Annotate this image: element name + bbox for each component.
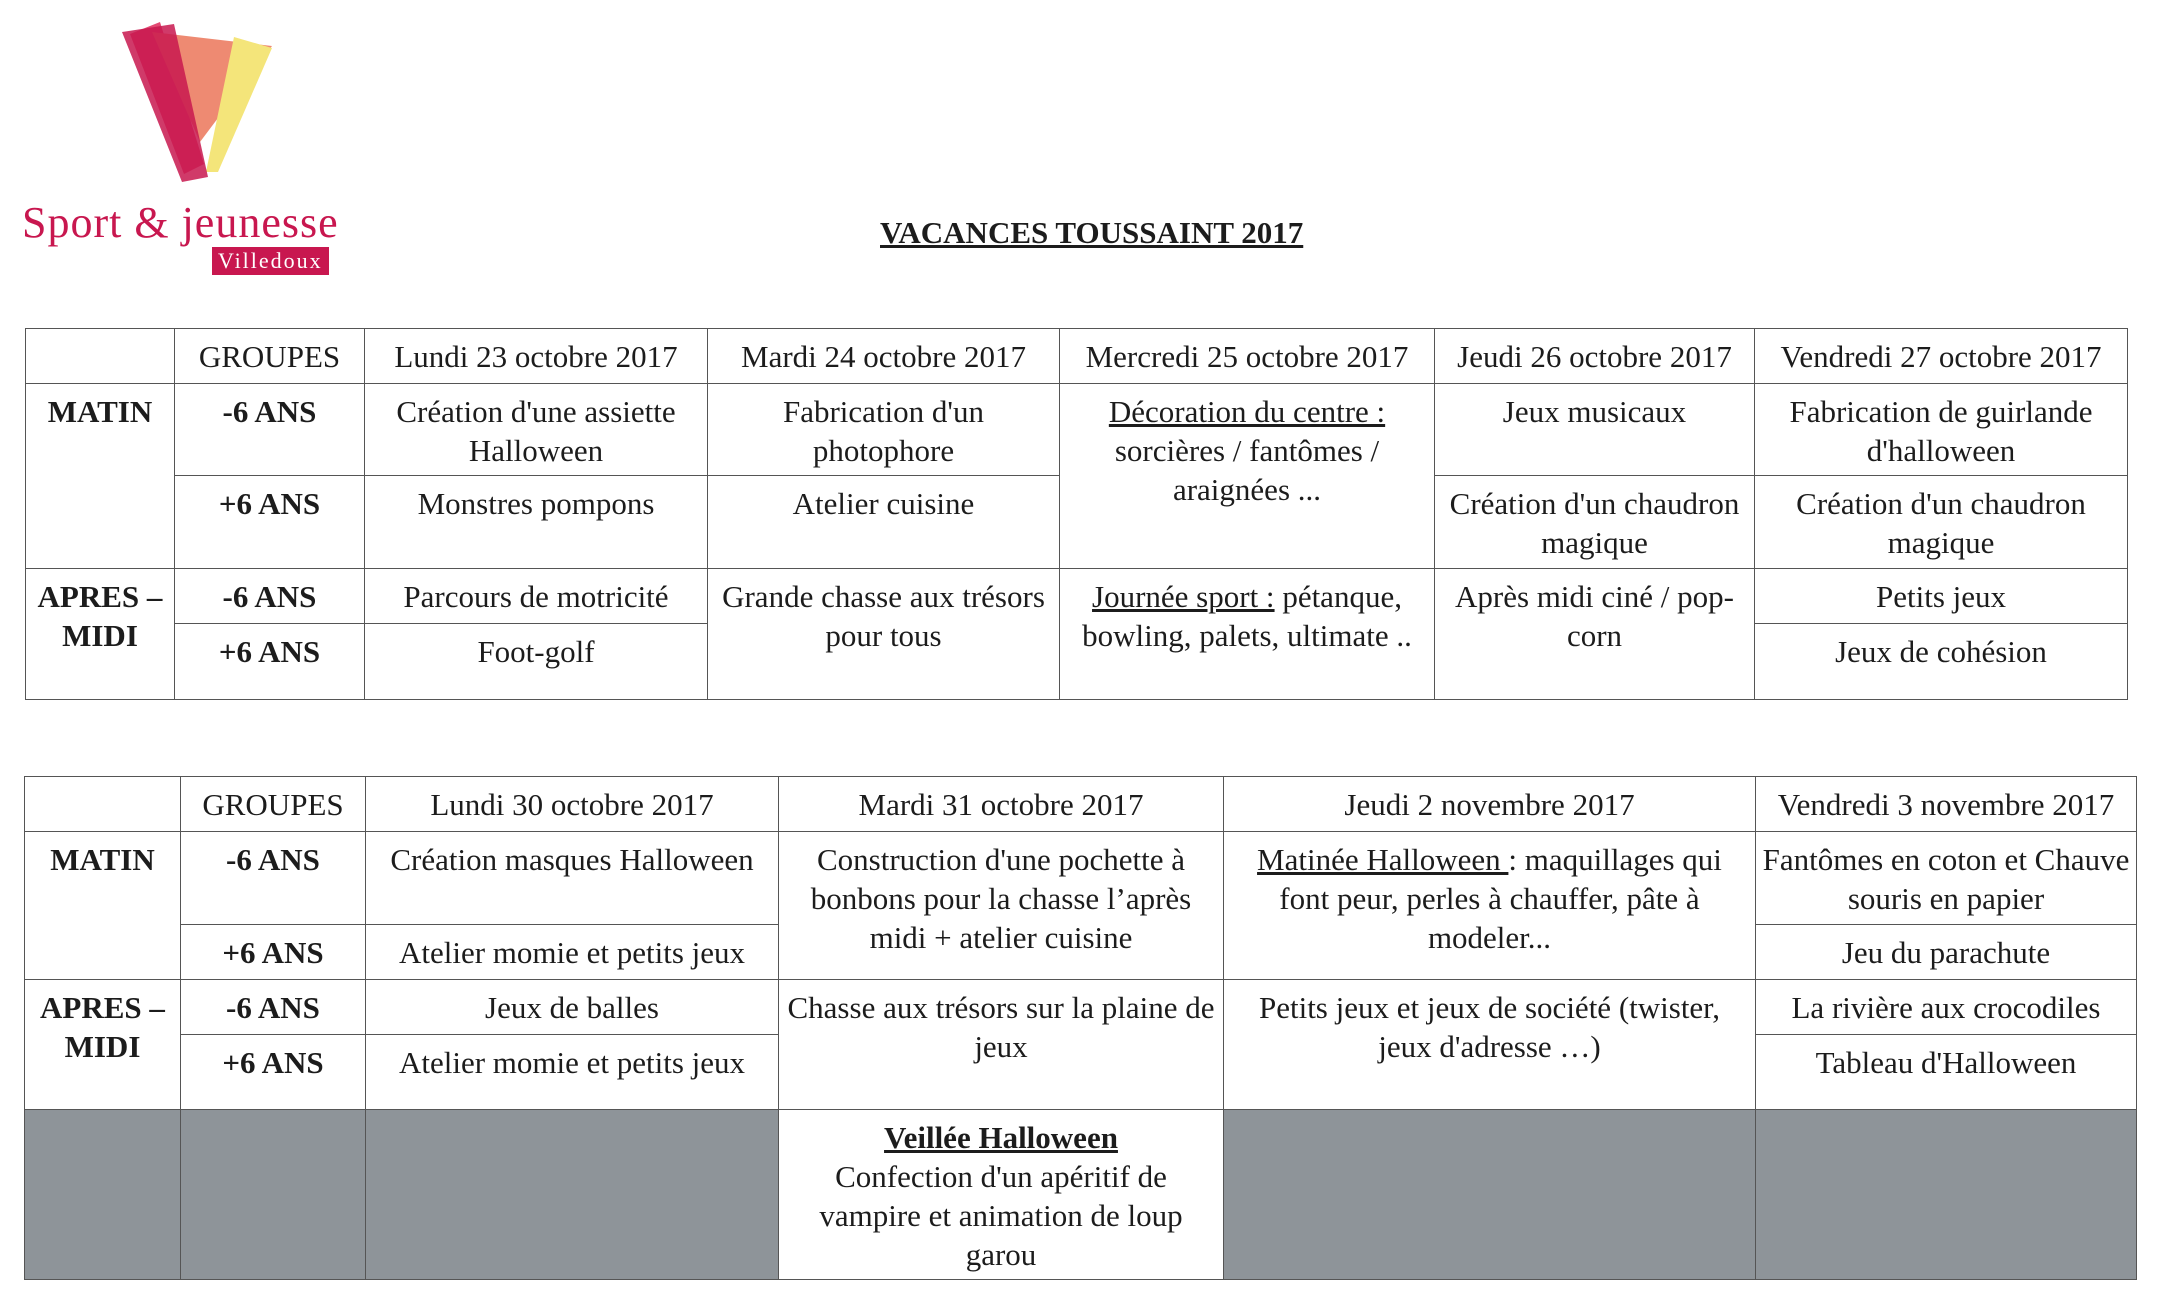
activity-cell-jeudi-matin [1224,832,1756,980]
group-moins-6: -6 ANS [175,569,365,624]
activity-cell: Atelier momie et petits jeux [366,1035,779,1110]
groupes-header: GROUPES [181,777,366,832]
period-apres-midi: APRES – MIDI [25,980,181,1110]
day-header-vendredi: Vendredi 27 octobre 2017 [1755,329,2128,384]
group-plus-6: +6 ANS [181,1035,366,1110]
activity-cell: Fabrication de guirlande d'halloween [1755,384,2128,476]
brand-logo [22,22,382,282]
activity-cell: Création d'un chaudron magique [1435,476,1755,569]
period-matin: MATIN [26,384,175,569]
day-header-vendredi: Vendredi 3 novembre 2017 [1756,777,2137,832]
activity-cell: Fabrication d'un photophore [708,384,1060,476]
activity-text: pétanque, bowling, palets, ultimate .. [1082,579,1412,653]
activity-cell: Atelier cuisine [708,476,1060,569]
activity-cell: Jeux musicaux [1435,384,1755,476]
veillee-text: Confection d'un apéritif de vampire et animation de loup garou [819,1159,1183,1272]
week2-matin-row-1 [25,832,2137,925]
day-header-mardi: Mardi 24 octobre 2017 [708,329,1060,384]
week1-header-row [26,329,2128,384]
week2-schedule-table [24,776,2137,1280]
group-plus-6: +6 ANS [181,925,366,980]
activity-cell: Foot-golf [365,624,708,700]
shaded-cell [25,1110,181,1280]
day-header-lundi: Lundi 30 octobre 2017 [366,777,779,832]
activity-cell: Petits jeux et jeux de société (twister, jeux d'adresse …) [1224,980,1756,1110]
group-plus-6: +6 ANS [175,476,365,569]
day-header-lundi: Lundi 23 octobre 2017 [365,329,708,384]
empty-corner-cell [26,329,175,384]
activity-cell: Création masques Halloween [366,832,779,925]
activity-cell: Construction d'une pochette à bonbons pour la chasse l’après midi + atelier cuisine [779,832,1224,980]
activity-cell-mercredi-apres [1060,569,1435,700]
activity-cell: Chasse aux trésors sur la plaine de jeux [779,980,1224,1110]
shaded-cell [1756,1110,2137,1280]
activity-cell: Monstres pompons [365,476,708,569]
activity-cell: Fantômes en coton et Chauve souris en papier [1756,832,2137,925]
activity-cell: Jeux de balles [366,980,779,1035]
activity-title: Journée sport : [1092,579,1275,614]
activity-cell: Petits jeux [1755,569,2128,624]
shaded-cell [181,1110,366,1280]
activity-cell: Atelier momie et petits jeux [366,925,779,980]
shaded-cell [1224,1110,1756,1280]
day-header-mardi: Mardi 31 octobre 2017 [779,777,1224,832]
week2-veillee-row [25,1110,2137,1280]
groupes-header: GROUPES [175,329,365,384]
group-plus-6: +6 ANS [175,624,365,700]
activity-cell: Parcours de motricité [365,569,708,624]
day-header-jeudi: Jeudi 26 octobre 2017 [1435,329,1755,384]
week1-apres-row-1 [26,569,2128,624]
brand-subtitle: Villedoux [212,247,329,275]
activity-cell: Jeux de cohésion [1755,624,2128,700]
activity-cell: Jeu du parachute [1756,925,2137,980]
group-moins-6: -6 ANS [181,832,366,925]
logo-v-mark [122,22,282,197]
activity-cell: La rivière aux crocodiles [1756,980,2137,1035]
activity-text: sorcières / fantômes / araignées ... [1114,433,1380,507]
period-apres-midi: APRES – MIDI [26,569,175,700]
group-moins-6: -6 ANS [181,980,366,1035]
activity-cell: Création d'une assiette Halloween [365,384,708,476]
shaded-cell [366,1110,779,1280]
veillee-title: Veillée Halloween [884,1120,1118,1155]
activity-cell: Après midi ciné / pop-corn [1435,569,1755,700]
week1-schedule-table [25,328,2128,700]
activity-cell-mercredi-matin [1060,384,1435,569]
week1-matin-row-1 [26,384,2128,476]
period-matin: MATIN [25,832,181,980]
activity-cell: Tableau d'Halloween [1756,1035,2137,1110]
activity-cell: Création d'un chaudron magique [1755,476,2128,569]
group-moins-6: -6 ANS [175,384,365,476]
empty-corner-cell [25,777,181,832]
activity-title: Décoration du centre : [1108,394,1386,429]
day-header-jeudi: Jeudi 2 novembre 2017 [1224,777,1756,832]
veillee-halloween-cell [779,1110,1224,1280]
activity-title: Matinée Halloween [1257,842,1509,877]
page-title: VACANCES TOUSSAINT 2017 [880,215,1304,250]
brand-name: Sport & jeunesse [22,198,339,247]
activity-cell: Grande chasse aux trésors pour tous [708,569,1060,700]
week2-header-row [25,777,2137,832]
activity-text: : maquillages qui font peur, perles à chauffer, pâte à modeler... [1279,842,1722,955]
day-header-mercredi: Mercredi 25 octobre 2017 [1060,329,1435,384]
week2-apres-row-1 [25,980,2137,1035]
